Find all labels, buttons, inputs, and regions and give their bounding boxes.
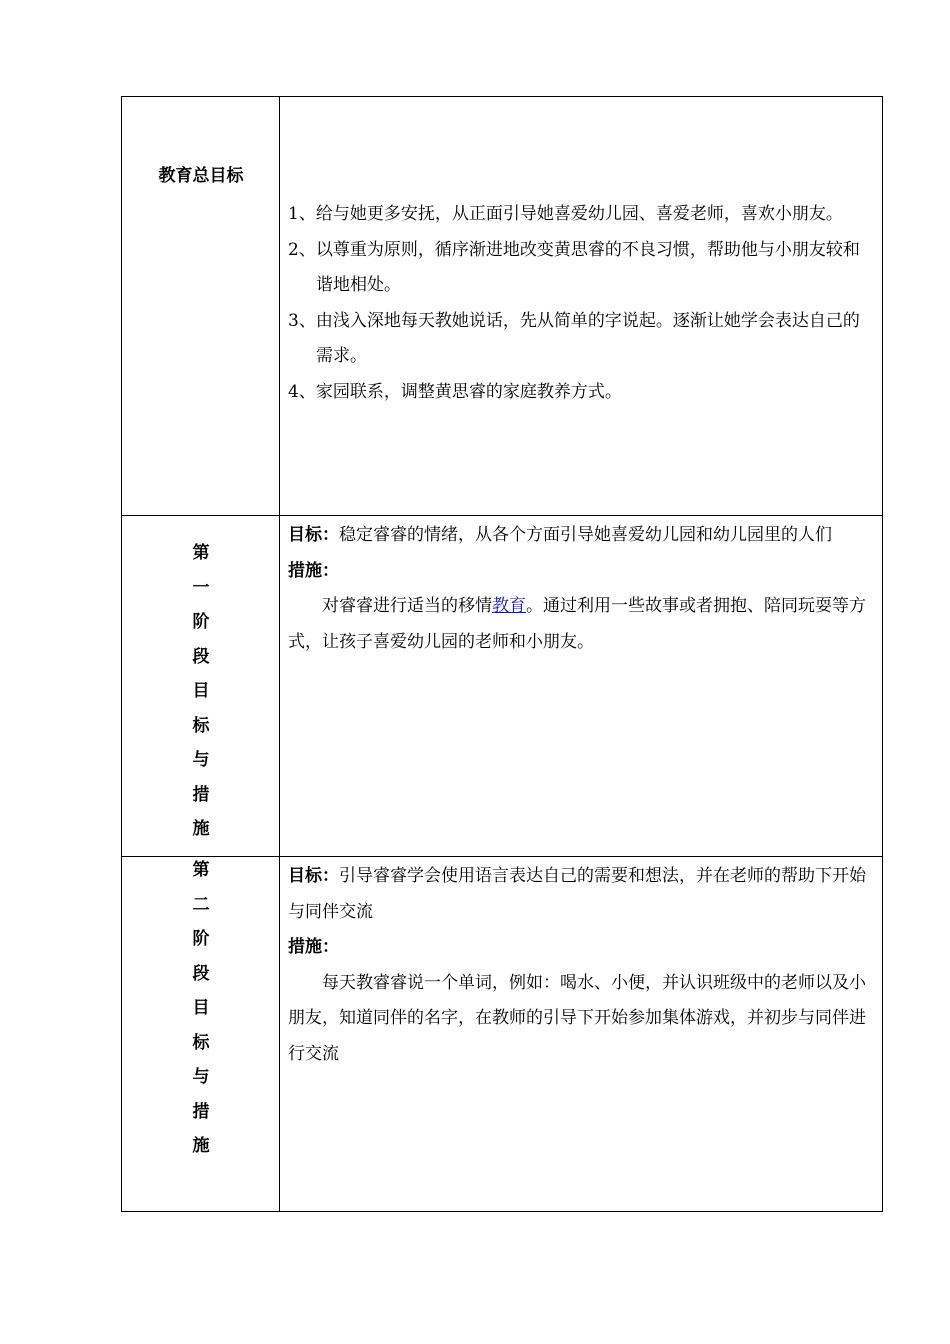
stage-one-measure-pre: 对睿睿进行适当的移情 xyxy=(322,596,492,616)
stage-one-label-char: 阶 xyxy=(192,612,210,632)
stage-one-label-char: 目 xyxy=(192,681,210,701)
stage-one-label xyxy=(122,536,280,847)
stage-one-label-cell xyxy=(122,516,280,856)
stage-two-label-char: 标 xyxy=(192,1032,210,1053)
overall-goal-list xyxy=(288,197,874,410)
stage-two-label-char: 段 xyxy=(192,963,210,984)
stage-two-measure: 每天教睿睿说一个单词，例如：喝水、小便，并认识班级中的老师以及小朋友，知道同伴的名字，在教师的引导下开始参加集体游戏，并初步与同伴进行交流 xyxy=(288,972,866,1064)
stage-two-label-char: 与 xyxy=(192,1067,210,1087)
stage-two-goal-head: 目标： xyxy=(288,866,339,886)
education-link[interactable]: 教育 xyxy=(492,596,526,616)
stage-two-row xyxy=(122,857,882,1212)
stage-two-label-cell xyxy=(122,857,280,1212)
stage-two-text xyxy=(288,859,876,1072)
overall-goal-row xyxy=(122,97,882,516)
overall-goal-label-cell xyxy=(122,97,280,515)
stage-two-goal-text: 引导睿睿学会使用语言表达自己的需要和想法，并在老师的帮助下开始与同伴交流 xyxy=(288,866,866,922)
overall-goal-content-cell xyxy=(280,97,882,515)
stage-one-text xyxy=(288,518,876,660)
stage-two-label-char: 阶 xyxy=(192,929,210,949)
stage-one-measure-head-line xyxy=(288,554,876,590)
stage-two-content-cell xyxy=(280,857,882,1212)
goal-item: 4、家园联系，调整黄思睿的家庭教养方式。 xyxy=(288,381,622,402)
stage-two-goal xyxy=(288,859,876,930)
stage-one-label-char: 标 xyxy=(192,715,210,736)
stage-two-label-char: 措 xyxy=(192,1101,210,1122)
stage-one-measure-head: 措施： xyxy=(288,560,339,581)
stage-one-measure xyxy=(288,589,876,660)
stage-two-label xyxy=(122,853,280,1164)
stage-two-label-char: 目 xyxy=(192,998,210,1018)
stage-one-label-char: 段 xyxy=(192,646,210,667)
stage-one-goal-head: 目标： xyxy=(288,525,339,545)
stage-one-label-char: 第 xyxy=(192,543,210,563)
stage-two-measure-head-line xyxy=(288,930,876,966)
stage-two-label-char: 二 xyxy=(192,894,210,915)
stage-one-measure-post: 。通过利用一些故事或者拥抱、陪同玩耍等方式，让孩子喜爱幼儿园的老师和小朋友。 xyxy=(288,596,866,652)
stage-one-label-char: 与 xyxy=(192,750,210,770)
stage-one-goal xyxy=(288,518,876,554)
stage-one-label-char: 一 xyxy=(192,577,210,598)
stage-two-label-char: 第 xyxy=(192,860,210,880)
stage-one-label-char: 施 xyxy=(192,819,210,839)
stage-two-label-char: 施 xyxy=(192,1136,210,1156)
goal-item: 2、以尊重为原则，循序渐进地改变黄思睿的不良习惯，帮助他与小朋友较和谐地相处。 xyxy=(288,239,860,295)
stage-one-content-cell xyxy=(280,516,882,856)
stage-one-row xyxy=(122,516,882,857)
stage-two-measure-head: 措施： xyxy=(288,937,339,957)
plan-table xyxy=(121,96,883,1212)
stage-one-label-char: 措 xyxy=(192,784,210,805)
overall-goal-label: 教育总目标 xyxy=(158,166,244,186)
goal-item: 3、由浅入深地每天教她说话，先从简单的字说起。逐渐让她学会表达自己的需求。 xyxy=(288,310,860,366)
goal-item: 1、给与她更多安抚，从正面引导她喜爱幼儿园、喜爱老师，喜欢小朋友。 xyxy=(288,204,843,224)
stage-one-goal-text: 稳定睿睿的情绪，从各个方面引导她喜爱幼儿园和幼儿园里的人们 xyxy=(339,525,832,545)
